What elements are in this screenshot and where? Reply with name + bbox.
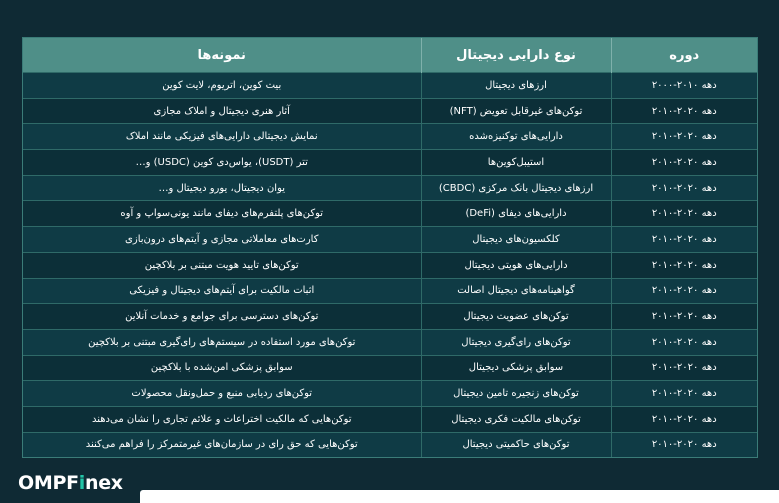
cell-examples: آثار هنری دیجیتال و املاک مجازی	[23, 98, 421, 124]
cell-asset-type: کلکسیون‌های دیجیتال	[421, 227, 611, 253]
cell-examples: توکن‌های مورد استفاده در سیستم‌های رای‌گیری مبتنی بر بلاکچین	[23, 329, 421, 355]
cell-period: دهه ۲۰۲۰-۲۰۱۰	[611, 150, 757, 176]
bottom-white-bar	[140, 490, 779, 503]
digital-assets-table	[22, 37, 758, 458]
header-examples: نمونه‌ها	[23, 38, 421, 73]
assets-table-grid	[23, 38, 757, 457]
table-row	[23, 227, 757, 253]
cell-period: دهه ۲۰۲۰-۲۰۱۰	[611, 175, 757, 201]
cell-period: دهه ۲۰۲۰-۲۰۱۰	[611, 355, 757, 381]
cell-examples: سوابق پزشکی امن‌شده با بلاکچین	[23, 355, 421, 381]
cell-period: دهه ۲۰۲۰-۲۰۱۰	[611, 98, 757, 124]
table-body	[23, 73, 757, 458]
cell-asset-type: گواهینامه‌های دیجیتال اصالت	[421, 278, 611, 304]
logo-text-accent: i	[78, 472, 85, 494]
cell-period: دهه ۲۰۲۰-۲۰۱۰	[611, 227, 757, 253]
table-row	[23, 278, 757, 304]
table-row	[23, 98, 757, 124]
cell-period: دهه ۲۰۲۰-۲۰۱۰	[611, 252, 757, 278]
table-row	[23, 381, 757, 407]
cell-examples: توکن‌های ردیابی منبع و حمل‌ونقل محصولات	[23, 381, 421, 407]
cell-asset-type: توکن‌های زنجیره تامین دیجیتال	[421, 381, 611, 407]
table-row	[23, 406, 757, 432]
cell-period: دهه ۲۰۱۰-۲۰۰۰	[611, 73, 757, 99]
table-row	[23, 150, 757, 176]
cell-period: دهه ۲۰۲۰-۲۰۱۰	[611, 329, 757, 355]
table-row	[23, 73, 757, 99]
table-row	[23, 252, 757, 278]
logo-text-right: nex	[84, 472, 123, 494]
cell-period: دهه ۲۰۲۰-۲۰۱۰	[611, 124, 757, 150]
header-period: دوره	[611, 38, 757, 73]
cell-asset-type: توکن‌های غیرقابل تعویض (NFT)	[421, 98, 611, 124]
cell-examples: بیت کوین، اتریوم، لایت کوین	[23, 73, 421, 99]
cell-examples: توکن‌های دسترسی برای جوامع و خدمات آنلاین	[23, 304, 421, 330]
cell-examples: توکن‌هایی که حق رای در سازمان‌های غیرمتمرکز را فراهم می‌کنند	[23, 432, 421, 457]
cell-asset-type: ارزهای دیجیتال	[421, 73, 611, 99]
cell-examples: توکن‌های پلتفرم‌های دیفای مانند یونی‌سواپ و آوه	[23, 201, 421, 227]
table-row	[23, 175, 757, 201]
cell-asset-type: توکن‌های مالکیت فکری دیجیتال	[421, 406, 611, 432]
cell-examples: توکن‌هایی که مالکیت اختراعات و علائم تجاری را نشان می‌دهند	[23, 406, 421, 432]
cell-period: دهه ۲۰۲۰-۲۰۱۰	[611, 278, 757, 304]
table-row	[23, 329, 757, 355]
table-header-row	[23, 38, 757, 73]
cell-period: دهه ۲۰۲۰-۲۰۱۰	[611, 201, 757, 227]
cell-asset-type: سوابق پزشکی دیجیتال	[421, 355, 611, 381]
table-row	[23, 432, 757, 457]
table-row	[23, 124, 757, 150]
cell-period: دهه ۲۰۲۰-۲۰۱۰	[611, 432, 757, 457]
header-asset-type: نوع دارایی دیجیتال	[421, 38, 611, 73]
cell-period: دهه ۲۰۲۰-۲۰۱۰	[611, 381, 757, 407]
cell-examples: توکن‌های تایید هویت مبتنی بر بلاکچین	[23, 252, 421, 278]
cell-asset-type: توکن‌های عضویت دیجیتال	[421, 304, 611, 330]
cell-asset-type: استیبل‌کوین‌ها	[421, 150, 611, 176]
logo-text-left: OMPF	[18, 472, 79, 494]
cell-examples: تتر (USDT)، یواس‌دی کوین (USDC) و…	[23, 150, 421, 176]
cell-period: دهه ۲۰۲۰-۲۰۱۰	[611, 406, 757, 432]
cell-examples: کارت‌های معاملاتی مجازی و آیتم‌های درون‌بازی	[23, 227, 421, 253]
table-row	[23, 201, 757, 227]
cell-asset-type: دارایی‌های توکنیزه‌شده	[421, 124, 611, 150]
table-row	[23, 355, 757, 381]
cell-examples: اثبات مالکیت برای آیتم‌های دیجیتال و فیزیکی	[23, 278, 421, 304]
table-row	[23, 304, 757, 330]
cell-period: دهه ۲۰۲۰-۲۰۱۰	[611, 304, 757, 330]
cell-asset-type: دارایی‌های دیفای (DeFi)	[421, 201, 611, 227]
cell-asset-type: ارزهای دیجیتال بانک مرکزی (CBDC)	[421, 175, 611, 201]
ompfinex-logo	[18, 472, 123, 494]
cell-asset-type: توکن‌های حاکمیتی دیجیتال	[421, 432, 611, 457]
cell-asset-type: دارایی‌های هویتی دیجیتال	[421, 252, 611, 278]
cell-examples: یوان دیجیتال، یورو دیجیتال و…	[23, 175, 421, 201]
cell-asset-type: توکن‌های رای‌گیری دیجیتال	[421, 329, 611, 355]
cell-examples: نمایش دیجیتالی دارایی‌های فیزیکی مانند املاک	[23, 124, 421, 150]
